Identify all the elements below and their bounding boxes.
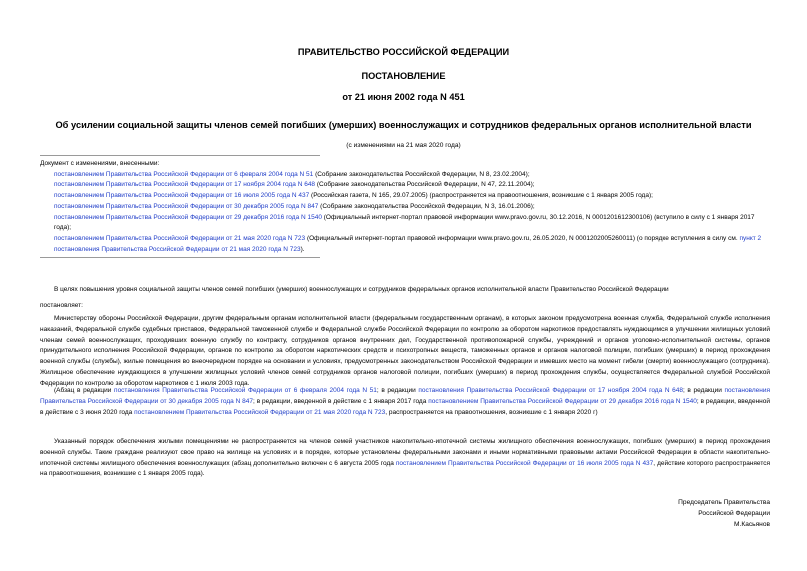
signature-title: Председатель Правительства [678, 499, 770, 506]
edit-link[interactable]: постановлением Правительства Российской Федерации от 16 июля 2005 года N 437 [54, 192, 310, 200]
edit-link[interactable]: постановлением Правительства Российской Федерации от 17 ноября 2004 года N 648 [54, 181, 316, 189]
edit-link[interactable]: постановлением Правительства Российской Федерации от 30 декабря 2005 года N 847 [54, 202, 319, 210]
amendment-link[interactable]: постановлением Правительства Российской Федерации от 21 мая 2020 года N 723 [134, 408, 386, 416]
document-subtitle: (с изменениями на 21 мая 2020 года) [346, 142, 461, 149]
edit-item: постановлением Правительства Российской Федерации от 6 февраля 2004 года N 51 (Собрание законодательства Российской Федерации, N 8, 23.02.2004); [54, 170, 530, 178]
resolves-label: постановляет: [40, 302, 83, 309]
signature-name: М.Касьянов [734, 520, 770, 528]
signature-org: Российской Федерации [698, 509, 770, 517]
amendment-link[interactable]: постановления Правительства Российской Федерации от 6 февраля 2004 года N 51 [114, 387, 377, 394]
amendment-link[interactable]: постановлением Правительства Российской Федерации от 29 декабря 2016 года N 1540 [428, 397, 697, 405]
edit-item: постановлением Правительства Российской Федерации от 17 ноября 2004 года N 648 (Собрание законодательства Российской Федерации, N 47, 22.11.2004); [54, 181, 535, 189]
edit-link[interactable]: постановлением Правительства Российской Федерации от 21 мая 2020 года N 723 [54, 234, 306, 242]
exception-paragraph: Указанный порядок обеспечения жилыми помещениями не распространяется на членов семей участников накопительно-ипотечной системы жилищного обеспечения военнослужащих, погибших (умерших) в период прохождения военной службы. Такие граждане реализуют свое право на жилище на условиях и в порядке, которые установлены федеральными законами и иными нормативными правовыми актами Российской Федерации в области накопительно-ипотечной системы жилищного обеспечения военнослужащих (абзац дополнительно включен с 6 августа 2005 года постановлением Правительства Российской Федерации от 16 июля 2005 года N 437, действие которого распространяется на правоотношения, возникшие с 1 января 2005 года). [40, 438, 770, 478]
edit-link[interactable]: постановлением Правительства Российской Федерации от 6 февраля 2004 года N 51 [54, 170, 314, 178]
main-paragraph: Министерству обороны Российской Федерации, другим федеральным органам исполнительной власти (федеральным государственным органам), в которых законом предусмотрена военная служба, Федеральной службе исполнения наказаний, Федеральной службе судебных приставов, Федеральной таможенной службе и Федеральной службе Российской Федерации по контролю за оборотом наркотиков предоставлять нуждающимся в улучшении жилищных условий членам семей военнослужащих, проходивших военную службу по контракту, сотрудников органов внутренних дел, Государственной противопожарной службы, учреждений и органов уголовно-исполнительной системы, органов принудительного исполнения Российской Федерации, органов по контролю за оборотом наркотических средств и психотропных веществ, таможенных органов и органов налоговой полиции, погибших (умерших) в период прохождения военной службы (службы), жилые помещения во внеочередном порядке на основании и условиях, предусмотренных законодательством Российской Федерации и имевших место на момент гибели (смерти) военнослужащего (сотрудника). Жилищное обеспечение нуждающихся в улучшении жилищных условий членов семей сотрудников органов налоговой полиции, погибших (умерших) в период прохождения службы, осуществляется Федеральной службой Российской Федерации по контролю за оборотом наркотиков с 1 июля 2003 года. [40, 315, 770, 387]
amendment-link[interactable]: постановления Правительства Российской Федерации от 17 ноября 2004 года N 648 [418, 387, 683, 394]
amendment-link[interactable]: постановления Правительства Российской Федерации от 30 декабря 2005 года N 847 [40, 387, 771, 405]
edit-link-clause[interactable]: пункт 2 постановления Правительства Российской Федерации от 21 мая 2020 года N 723 [54, 234, 762, 253]
edit-item: постановлением Правительства Российской Федерации от 30 декабря 2005 года N 847 (Собрание законодательства Российской Федерации, N 3, 16.01.2006); [54, 202, 535, 210]
amendment-note-paragraph: (Абзац в редакции постановления Правительства Российской Федерации от 6 февраля 2004 года N 51; в редакции постановления Правительства Российской Федерации от 17 ноября 2004 года N 648; в редакции постановления Правительства Российской Федерации от 30 декабря 2005 года N 847; в редакции, введенной в действие с 1 января 2017 года постановлением Правительства Российской Федерации от 29 декабря 2016 года N 1540; в редакции, введенной в действие с 3 июня 2020 года постановлением Правительства Российской Федерации от 21 мая 2020 года N 723, распространяется на правоотношения, возникшие с 1 января 2020 г) [40, 387, 771, 416]
edit-item: постановлением Правительства Российской Федерации от 29 декабря 2016 года N 1540 (Официальный интернет-портал правовой информации www.pravo.gov.ru, 30.12.2016, N 0001201612300106) (вступило в силу с 1 января 2017 года); [54, 213, 755, 232]
edit-item: постановлением Правительства Российской Федерации от 21 мая 2020 года N 723 (Официальный интернет-портал правовой информации www.pravo.gov.ru, 26.05.2020, N 0001202005260011) (о порядке вступления в силу см. пункт 2 постановления Правительства Российской Федерации от 21 мая 2020 года N 723). [54, 234, 762, 253]
preamble-paragraph: В целях повышения уровня социальной защиты членов семей погибших (умерших) военнослужащих и сотрудников федеральных органов исполнительной власти Правительство Российской Федерации [54, 286, 669, 293]
date-number-heading: от 21 июня 2002 года N 451 [342, 92, 465, 102]
edits-bottom-divider [40, 257, 320, 258]
edit-link[interactable]: постановлением Правительства Российской Федерации от 29 декабря 2016 года N 1540 [54, 213, 322, 221]
edits-block [40, 159, 770, 255]
edits-top-divider [40, 155, 320, 156]
edits-intro: Документ с изменениями, внесенными: [40, 160, 160, 167]
edit-item: постановлением Правительства Российской Федерации от 16 июля 2005 года N 437 (Российская газета, N 165, 29.07.2005) (распространяется на правоотношения, возникшие с 1 января 2005 года); [54, 192, 653, 200]
government-heading: ПРАВИТЕЛЬСТВО РОССИЙСКОЙ ФЕДЕРАЦИИ [297, 47, 510, 57]
signature-block [678, 498, 770, 530]
doc-type-heading: ПОСТАНОВЛЕНИЕ [361, 71, 446, 81]
document-title: Об усилении социальной защиты членов семей погибших (умерших) военнослужащих и сотрудников федеральных органов исполнительной власти [55, 120, 752, 130]
amendment-link[interactable]: постановлением Правительства Российской Федерации от 16 июля 2005 года N 437 [395, 459, 654, 467]
